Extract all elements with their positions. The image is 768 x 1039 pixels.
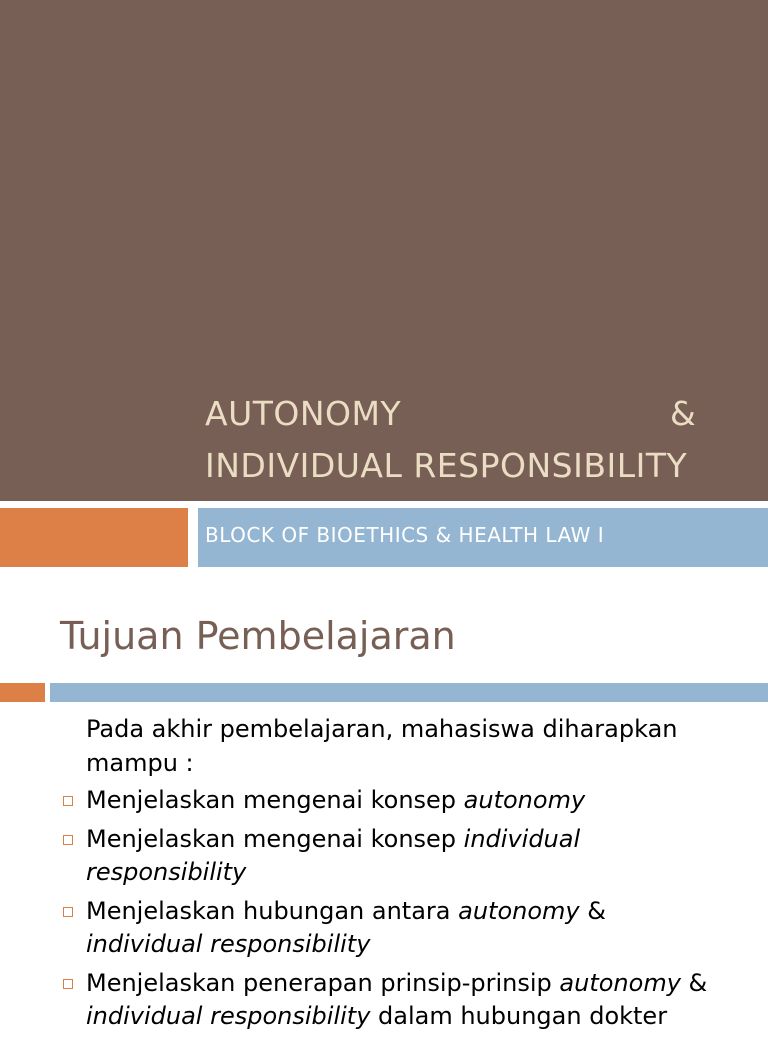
slide-title-ampersand: & [670,394,696,433]
square-bullet-icon [63,907,73,917]
bullet-emphasis-2: individual responsibility [86,1002,371,1030]
bullet-tail: dalam hubungan dokter [370,1002,668,1030]
bullet-emphasis: autonomy [458,897,580,925]
slide-title-line-2: INDIVIDUAL RESPONSIBILITY [205,446,688,485]
square-bullet-icon [63,979,73,989]
bullet-text: Menjelaskan mengenai konsep [86,786,464,814]
bullet-text: Menjelaskan penerapan prinsip-prinsip [86,969,560,997]
bullet-emphasis: autonomy [559,969,681,997]
objectives-list [60,784,750,1033]
square-bullet-icon [63,796,73,806]
divider-bar-blue [50,683,768,702]
title-slide-background [0,0,768,501]
list-item [60,823,726,889]
intro-text: Pada akhir pembelajaran, mahasiswa diharapkan mampu : [86,715,678,777]
bullet-text: Menjelaskan mengenai konsep [86,825,464,853]
list-item [60,967,726,1033]
content-body [60,712,750,1039]
bullet-text: Menjelaskan hubungan antara [86,897,459,925]
bullet-emphasis: individual responsibility [86,825,581,886]
bullet-connector: & [680,969,708,997]
slide-title-line-1: AUTONOMY [205,394,402,433]
bullet-emphasis-2: individual responsibility [86,930,371,958]
bullet-emphasis: autonomy [463,786,586,814]
accent-bar-orange [0,508,188,567]
section-title: Tujuan Pembelajaran [60,614,456,658]
list-item [60,784,726,817]
square-bullet-icon [63,835,73,845]
list-item [60,895,726,961]
divider-bar-orange [0,683,45,702]
bullet-connector: & [579,897,606,925]
slide-subtitle: BLOCK OF BIOETHICS & HEALTH LAW I [205,523,605,547]
